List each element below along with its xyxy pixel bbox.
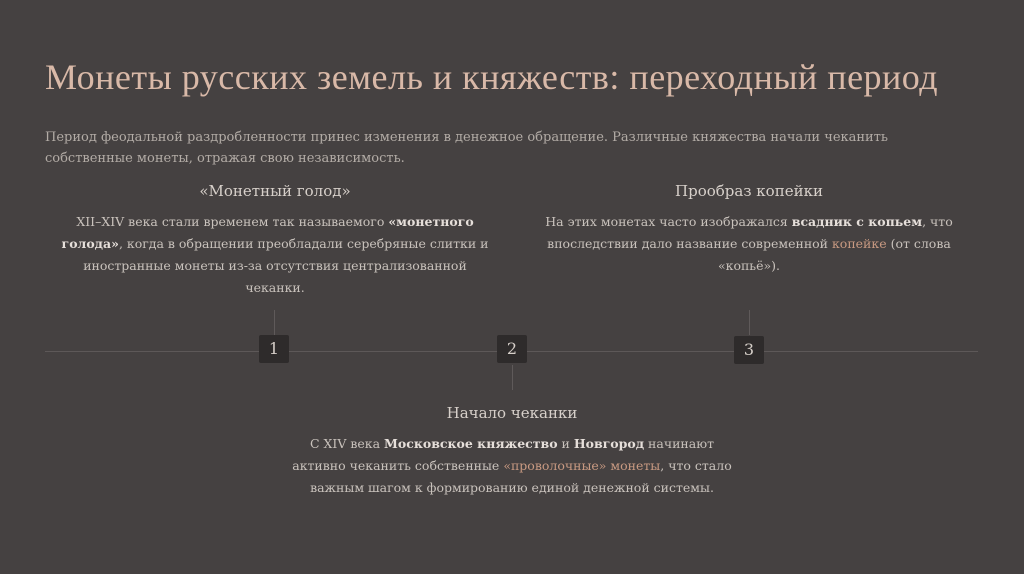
coin-famine-heading: «Монетный голод» — [199, 182, 351, 200]
text-segment: На этих монетах часто изображался — [545, 214, 792, 229]
minting-start-heading: Начало чеканки — [446, 404, 578, 422]
bold-term: Новгород — [573, 436, 645, 451]
timeline-connector — [749, 310, 750, 335]
text-segment: , что стало важным шагом к формированию единой денежной системы. — [310, 458, 732, 495]
timeline-connector — [512, 365, 513, 390]
timeline-item-minting-start — [292, 404, 732, 499]
text-segment: начинают активно чеканить собственные — [292, 436, 714, 473]
timeline-marker-2: 2 — [497, 335, 527, 363]
highlighted-term: «проволочные» монеты — [503, 458, 661, 473]
text-segment: , когда в обращении преобладали серебряные слитки и иностранные монеты из-за отсутствия централизованной чеканки. — [83, 236, 489, 295]
timeline-marker-1: 1 — [259, 335, 289, 363]
text-segment: , что впоследствии дало название современной — [547, 214, 953, 251]
text-segment: и — [557, 436, 574, 451]
timeline-connector — [274, 310, 275, 335]
bold-term: Московское княжество — [384, 436, 558, 451]
bold-term: «монетного голода» — [61, 214, 474, 251]
bold-term: всадник с копьем — [791, 214, 923, 229]
timeline-item-kopeck-prototype — [534, 182, 964, 277]
kopeck-prototype-heading: Прообраз копейки — [675, 182, 823, 200]
highlighted-term: копейке — [831, 236, 887, 251]
text-segment: XII–XIV века стали временем так называемого — [76, 214, 389, 229]
timeline-item-coin-famine — [60, 182, 490, 299]
timeline-marker-3: 3 — [734, 336, 764, 364]
text-segment: С XIV века — [309, 436, 385, 451]
coin-famine-text — [60, 211, 490, 299]
minting-start-text — [292, 433, 732, 499]
text-segment: (от слова «копьё»). — [717, 236, 951, 273]
page-title: Монеты русских земель и княжеств: переходный период — [45, 57, 939, 97]
intro-paragraph: Период феодальной раздробленности принес изменения в денежное обращение. Различные княжества начали чеканить собственные монеты, отражая свою независимость. — [45, 130, 888, 166]
kopeck-prototype-text — [534, 211, 964, 277]
